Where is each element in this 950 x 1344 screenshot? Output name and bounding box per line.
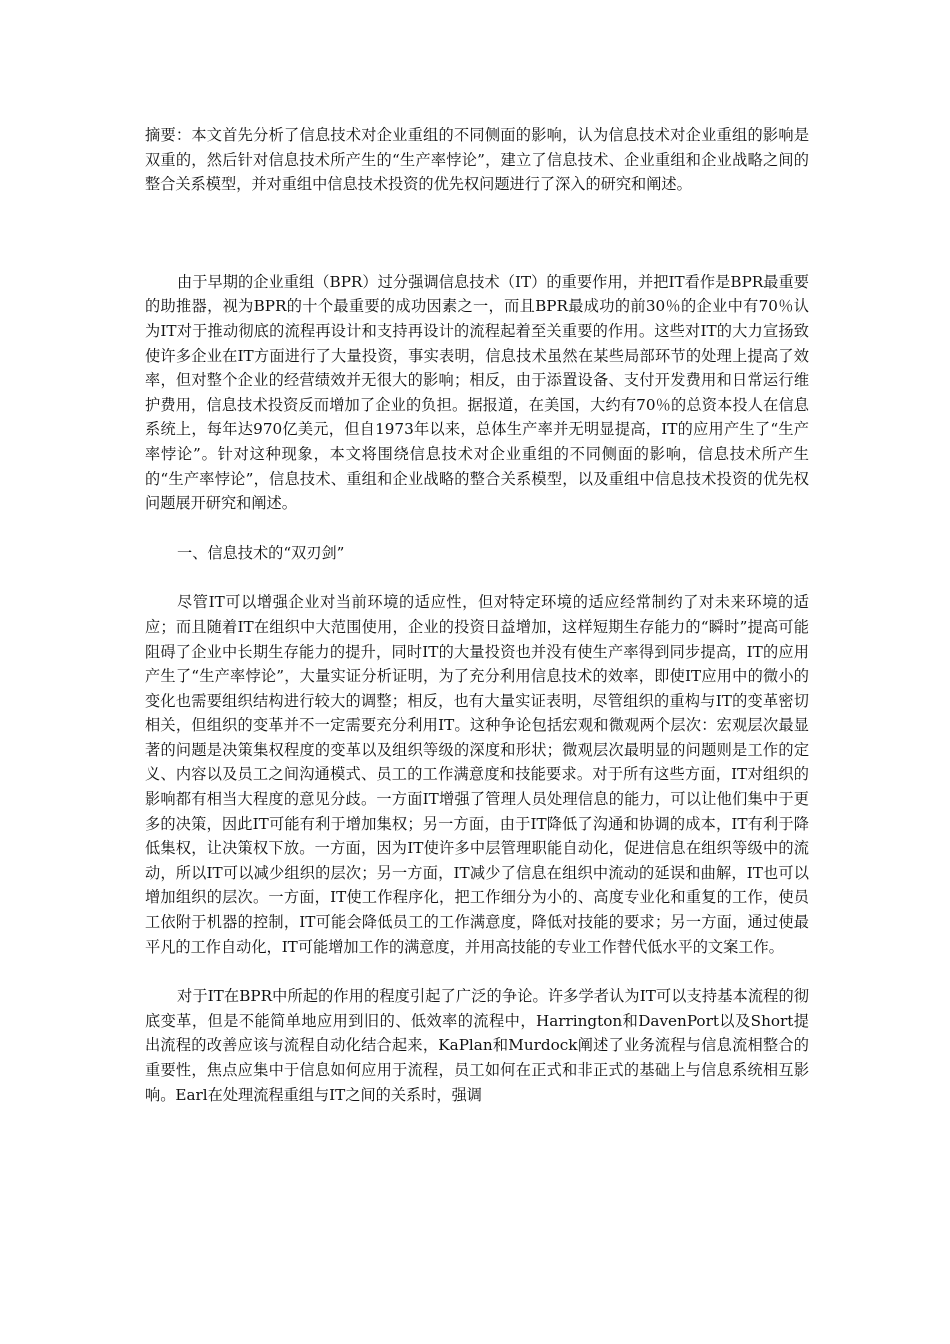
intro-paragraph: 由于早期的企业重组（BPR）过分强调信息技术（IT）的重要作用，并把IT看作是BPR最重要的助推器，视为BPR的十个最重要的成功因素之一，而且BPR最成功的前30％的企业中有70％认为IT对于推动彻底的流程再设计和支持再设计的流程起着至关重要的作用。这些对IT的大力宣扬致使许多企业在IT方面进行了大量投资，事实表明，信息技术虽然在某些局部环节的处理上提高了效率，但对整个企业的经营绩效并无很大的影响；相反，由于添置设备、支付开发费用和日常运行维护费用，信息技术投资反而增加了企业的负担。据报道，在美国，大约有70％的总资本投人在信息系统上，每年达970亿美元，但自1973年以来，总体生产率并无明显提高，IT的应用产生了“生产率悖论”。针对这种现象，本文将围绕信息技术对企业重组的不同侧面的影响，信息技术所产生的“生产率悖论”，信息技术、重组和企业战略的整合关系模型，以及重组中信息技术投资的优先权问题展开研究和阐述。 — [145, 272, 809, 513]
section1-paragraph-1: 尽管IT可以增强企业对当前环境的适应性，但对特定环境的适应经常制约了对未来环境的适应；而且随着IT在组织中大范围使用，企业的投资日益增加，这样短期生存能力的“瞬时”提高可能阻碍了企业中长期生存能力的提升，同时IT的大量投资也并没有使生产率得到同步提高，IT的应用产生了“生产率悖论”，大量实证分析证明，为了充分利用信息技术的效率，即使IT应用中的微小的变化也需要组织结构进行较大的调整；相反，也有大量实证表明，尽管组织的重构与IT的变革密切相关，但组织的变革并不一定需要充分利用IT。这种争论包括宏观和微观两个层次：宏观层次最显著的问题是决策集权程度的变革以及组织等级的深度和形状；微观层次最明显的问题则是工作的定义、内容以及员工之间沟通模式、员工的工作满意度和技能要求。对于所有这些方面，IT对组织的影响都有相当大程度的意见分歧。一方面IT增强了管理人员处理信息的能力，可以让他们集中于更多的决策，因此IT可能有利于增加集权；另一方面，由于IT降低了沟通和协调的成本，IT有利于降低集权，让决策权下放。一方面，因为IT使许多中层管理职能自动化，促进信息在组织等级中的流动，所以IT可以减少组织的层次；另一方面，IT减少了信息在组织中流动的延误和曲解，IT也可以增加组织的层次。一方面，IT使工作程序化，把工作细分为小的、高度专业化和重复的工作，使员工依附于机器的控制，IT可能会降低员工的工作满意度，降低对技能的要求；另一方面，通过使最平凡的工作自动化，IT可能增加工作的满意度，并用高技能的专业工作替代低水平的文案工作。 — [145, 593, 809, 956]
document-body — [145, 123, 809, 1107]
abstract-paragraph: 摘要：本文首先分析了信息技术对企业重组的不同侧面的影响，认为信息技术对企业重组的影响是双重的，然后针对信息技术所产生的“生产率悖论”，建立了信息技术、企业重组和企业战略之间的整合关系模型，并对重组中信息技术投资的优先权问题进行了深入的研究和阐述。 — [145, 126, 809, 194]
section1-paragraph-2: 对于IT在BPR中所起的作用的程度引起了广泛的争论。许多学者认为IT可以支持基本流程的彻底变革，但是不能简单地应用到旧的、低效率的流程中，Harrington和DavenPort以及Short提出流程的改善应该与流程自动化结合起来，KaPlan和Murdock阐述了业务流程与信息流相整合的重要性，焦点应集中于信息如何应用于流程，员工如何在正式和非正式的基础上与信息系统相互影响。Earl在处理流程重组与IT之间的关系时，强调 — [145, 987, 809, 1104]
section-heading-double-edged-sword: 一、信息技术的“双刃剑” — [177, 543, 345, 562]
